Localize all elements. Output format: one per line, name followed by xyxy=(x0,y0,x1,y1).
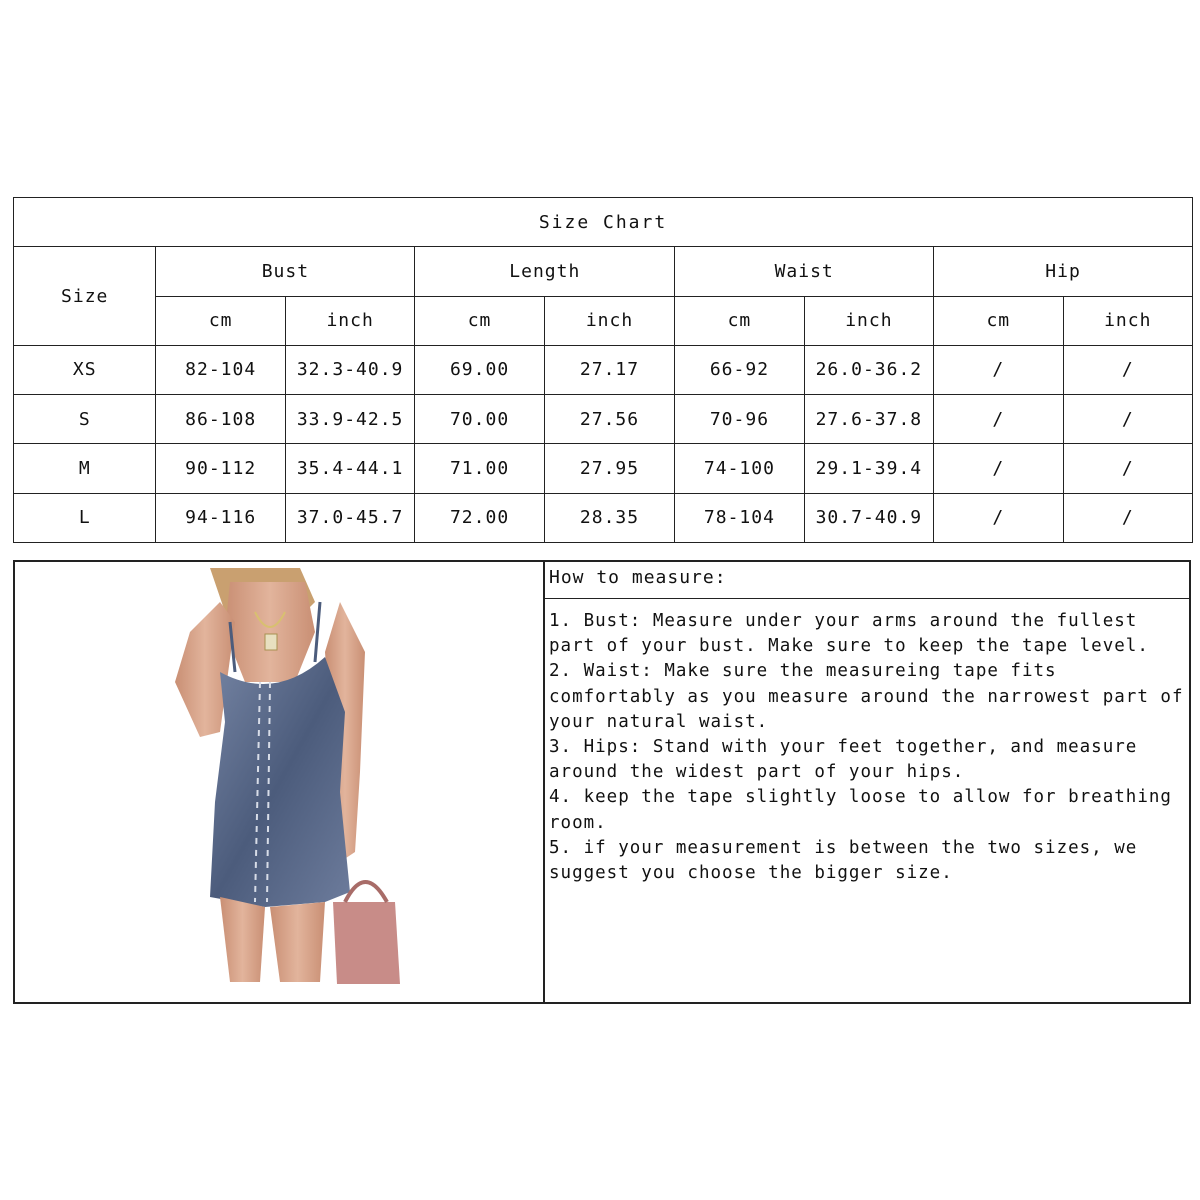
hip-header: Hip xyxy=(934,247,1193,296)
dress-shape xyxy=(210,657,350,907)
unit-header: cm xyxy=(934,296,1063,345)
instruction-step: 2. Waist: Make sure the measureing tape fits comfortably as you measure around the narrowest part of your natural waist. xyxy=(549,661,1184,732)
table-row xyxy=(14,345,1193,394)
waist-header: Waist xyxy=(675,247,934,296)
table-cell: 32.3-40.9 xyxy=(285,345,414,394)
product-photo xyxy=(15,562,545,1002)
handbag-shape xyxy=(333,902,400,984)
left-leg-shape xyxy=(220,897,265,982)
table-cell: 35.4-44.1 xyxy=(285,444,414,493)
size-chart-title: Size Chart xyxy=(14,198,1193,247)
size-label: S xyxy=(14,395,156,444)
size-column-header: Size xyxy=(14,247,156,346)
unit-header: cm xyxy=(675,296,804,345)
table-cell: 28.35 xyxy=(544,493,674,542)
measure-panels xyxy=(13,560,1191,1004)
unit-header: cm xyxy=(156,296,285,345)
table-cell: 27.6-37.8 xyxy=(804,395,933,444)
table-cell: 70-96 xyxy=(675,395,804,444)
table-cell: 70.00 xyxy=(415,395,544,444)
table-row xyxy=(14,395,1193,444)
size-label: L xyxy=(14,493,156,542)
table-cell: / xyxy=(934,493,1063,542)
table-cell: / xyxy=(1063,345,1192,394)
table-row xyxy=(14,444,1193,493)
table-cell: 26.0-36.2 xyxy=(804,345,933,394)
table-cell: / xyxy=(934,345,1063,394)
table-cell: 37.0-45.7 xyxy=(285,493,414,542)
table-cell: / xyxy=(1063,444,1192,493)
instruction-step: 3. Hips: Stand with your feet together, and measure around the widest part of your hips. xyxy=(549,737,1138,783)
table-cell: 71.00 xyxy=(415,444,544,493)
unit-header: cm xyxy=(415,296,544,345)
table-cell: / xyxy=(1063,395,1192,444)
table-cell: / xyxy=(934,395,1063,444)
table-cell: 27.95 xyxy=(544,444,674,493)
denim-dress-illustration xyxy=(15,562,541,1002)
strap-right xyxy=(315,602,320,662)
unit-header: inch xyxy=(544,296,674,345)
table-cell: 94-116 xyxy=(156,493,285,542)
table-cell: 86-108 xyxy=(156,395,285,444)
table-cell: 78-104 xyxy=(675,493,804,542)
size-chart-table xyxy=(13,197,1193,543)
right-leg-shape xyxy=(270,902,325,982)
table-cell: / xyxy=(934,444,1063,493)
table-cell: 74-100 xyxy=(675,444,804,493)
table-cell: 29.1-39.4 xyxy=(804,444,933,493)
chest-shape xyxy=(225,582,315,682)
table-cell: 82-104 xyxy=(156,345,285,394)
table-cell: / xyxy=(1063,493,1192,542)
table-cell: 66-92 xyxy=(675,345,804,394)
size-label: XS xyxy=(14,345,156,394)
instructions-list xyxy=(545,599,1189,886)
handbag-handle xyxy=(345,882,387,902)
table-cell: 72.00 xyxy=(415,493,544,542)
unit-header: inch xyxy=(285,296,414,345)
how-to-measure-title: How to measure: xyxy=(545,562,1189,599)
how-to-measure-panel xyxy=(545,562,1189,1002)
table-cell: 90-112 xyxy=(156,444,285,493)
pendant-shape xyxy=(265,634,277,650)
unit-header: inch xyxy=(1063,296,1192,345)
bust-header: Bust xyxy=(156,247,415,296)
table-cell: 27.17 xyxy=(544,345,674,394)
instruction-step: 1. Bust: Measure under your arms around the fullest part of your bust. Make sure to keep the tape level. xyxy=(549,611,1149,657)
size-label: M xyxy=(14,444,156,493)
instruction-step: 4. keep the tape slightly loose to allow for breathing room. xyxy=(549,787,1172,833)
length-header: Length xyxy=(415,247,675,296)
instruction-step: 5. if your measurement is between the two sizes, we suggest you choose the bigger size. xyxy=(549,837,1138,884)
table-cell: 30.7-40.9 xyxy=(804,493,933,542)
table-cell: 27.56 xyxy=(544,395,674,444)
table-cell: 33.9-42.5 xyxy=(285,395,414,444)
table-row xyxy=(14,493,1193,542)
unit-header: inch xyxy=(804,296,933,345)
table-cell: 69.00 xyxy=(415,345,544,394)
